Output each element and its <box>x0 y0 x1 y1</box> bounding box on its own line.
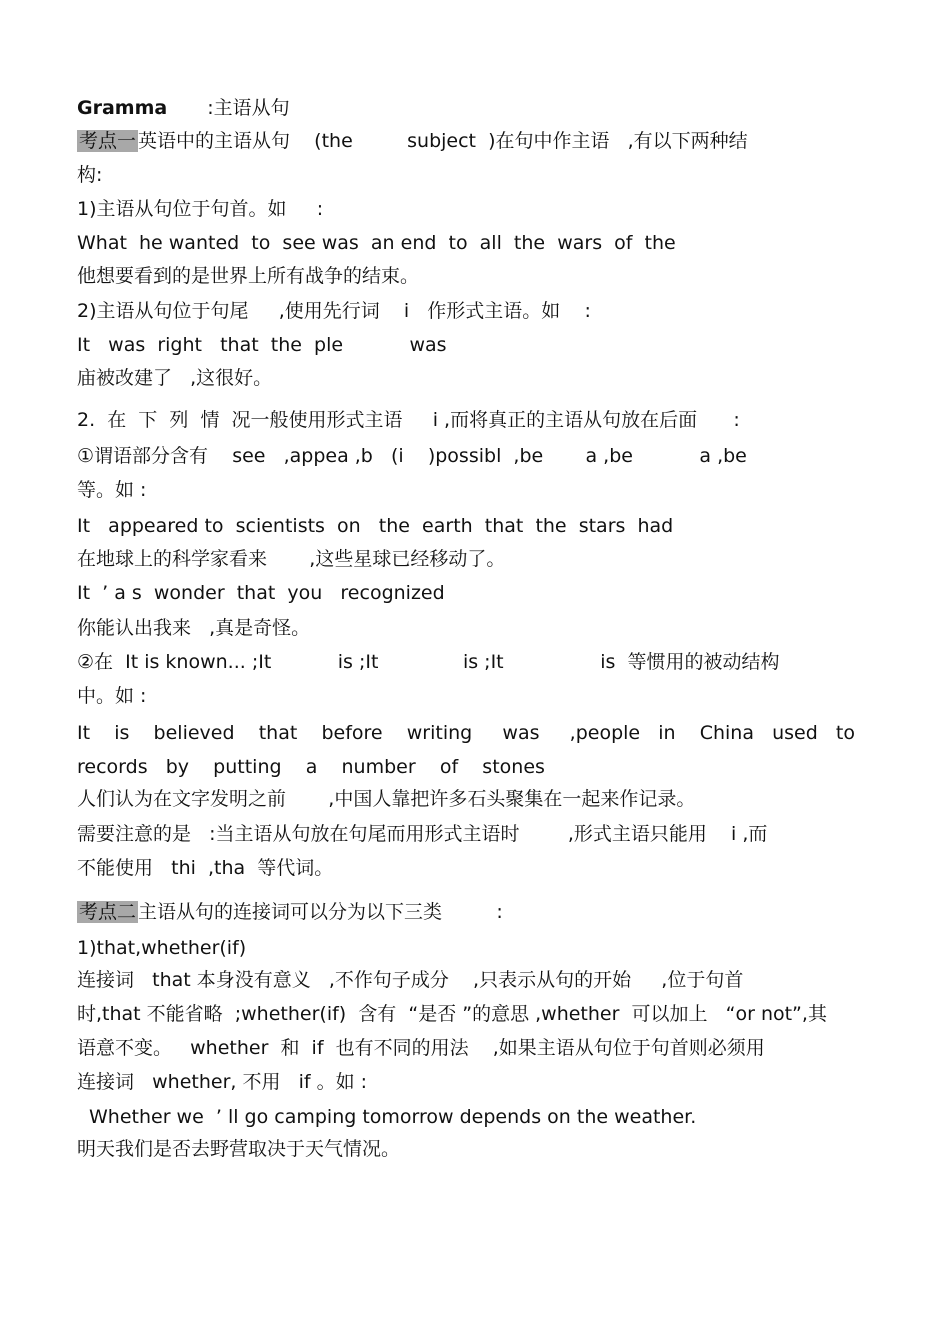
point1-text-1: 英语中的主语从句 (the subject )在句中作主语 ,有以下两种结 <box>138 130 748 152</box>
sec2-example-2: It ’ a s wonder that you recognized <box>77 582 445 604</box>
point1-example-2: It was right that the ple was <box>77 334 447 356</box>
sec2-example-1: It appeared to scientists on the earth that the stars had <box>77 515 674 537</box>
section-title <box>77 96 290 120</box>
point1-line-3: 1)主语从句位于句首。如 : <box>77 198 324 220</box>
point2-line-1 <box>77 900 503 924</box>
point1-translation-1: 他想要看到的是世界上所有战争的结束。 <box>77 265 420 287</box>
point2-line-3: 连接词 that 本身没有意义 ,不作句子成分 ,只表示从句的开始 ,位于句首 <box>77 969 744 991</box>
point1-tag: 考点一 <box>79 130 137 152</box>
sec2-note-2: 不能使用 thi ,tha 等代词。 <box>77 857 334 879</box>
sec2-line-2: ①谓语部分含有 see ,appea ,b (i )possibl ,be a ,be a ,be <box>77 445 747 467</box>
point2-line-2: 1)that,whether(if) <box>77 937 247 959</box>
point2-text-1: 主语从句的连接词可以分为以下三类 : <box>138 901 503 923</box>
point1-example-1: What he wanted to see was an end to all the wars of the <box>77 232 676 254</box>
sec2-translation-3: 人们认为在文字发明之前 ,中国人靠把许多石头聚集在一起来作记录。 <box>77 788 696 810</box>
sec2-note-1: 需要注意的是 :当主语从句放在句尾而用形式主语时 ,形式主语只能用 i ,而 <box>77 823 768 845</box>
sec2-translation-2: 你能认出我来 ,真是奇怪。 <box>77 617 311 639</box>
sec2-line-3: 等。如 : <box>77 479 147 501</box>
point1-line-1 <box>77 129 748 153</box>
sec2-example-3: It is believed that before writing was ,people in China used to <box>77 722 855 744</box>
sec2-example-3-cont: records by putting a number of stones <box>77 756 545 778</box>
point2-tag: 考点二 <box>79 901 137 923</box>
sec2-translation-1: 在地球上的科学家看来 ,这些星球已经移动了。 <box>77 548 506 570</box>
sec2-line-9: 中。如 : <box>77 685 147 707</box>
point2-translation: 明天我们是否去野营取决于天气情况。 <box>77 1138 401 1160</box>
sec2-line-1: 2. 在 下 列 情 况一般使用形式主语 i ,而将真正的主语从句放在后面 : <box>77 409 740 431</box>
point1-translation-2: 庙被改建了 ,这很好。 <box>77 367 273 389</box>
point2-line-6: 连接词 whether, 不用 if 。如 : <box>77 1071 368 1093</box>
point2-example: Whether we ’ ll go camping tomorrow depends on the weather. <box>89 1106 697 1128</box>
point1-line-6: 2)主语从句位于句尾 ,使用先行词 i 作形式主语。如 : <box>77 300 591 322</box>
title-word: Gramma <box>77 97 168 119</box>
point2-line-5: 语意不变。 whether 和 if 也有不同的用法 ,如果主语从句位于句首则必须用 <box>77 1037 765 1059</box>
point2-line-4: 时,that 不能省略 ;whether(if) 含有 “是否 ”的意思 ,whether 可以加上 “or not”,其 <box>77 1003 827 1025</box>
title-rest: :主语从句 <box>207 97 290 119</box>
sec2-line-8: ②在 It is known... ;It is ;It is ;It is 等惯用的被动结构 <box>77 651 780 673</box>
point1-line-2: 构: <box>77 164 103 186</box>
